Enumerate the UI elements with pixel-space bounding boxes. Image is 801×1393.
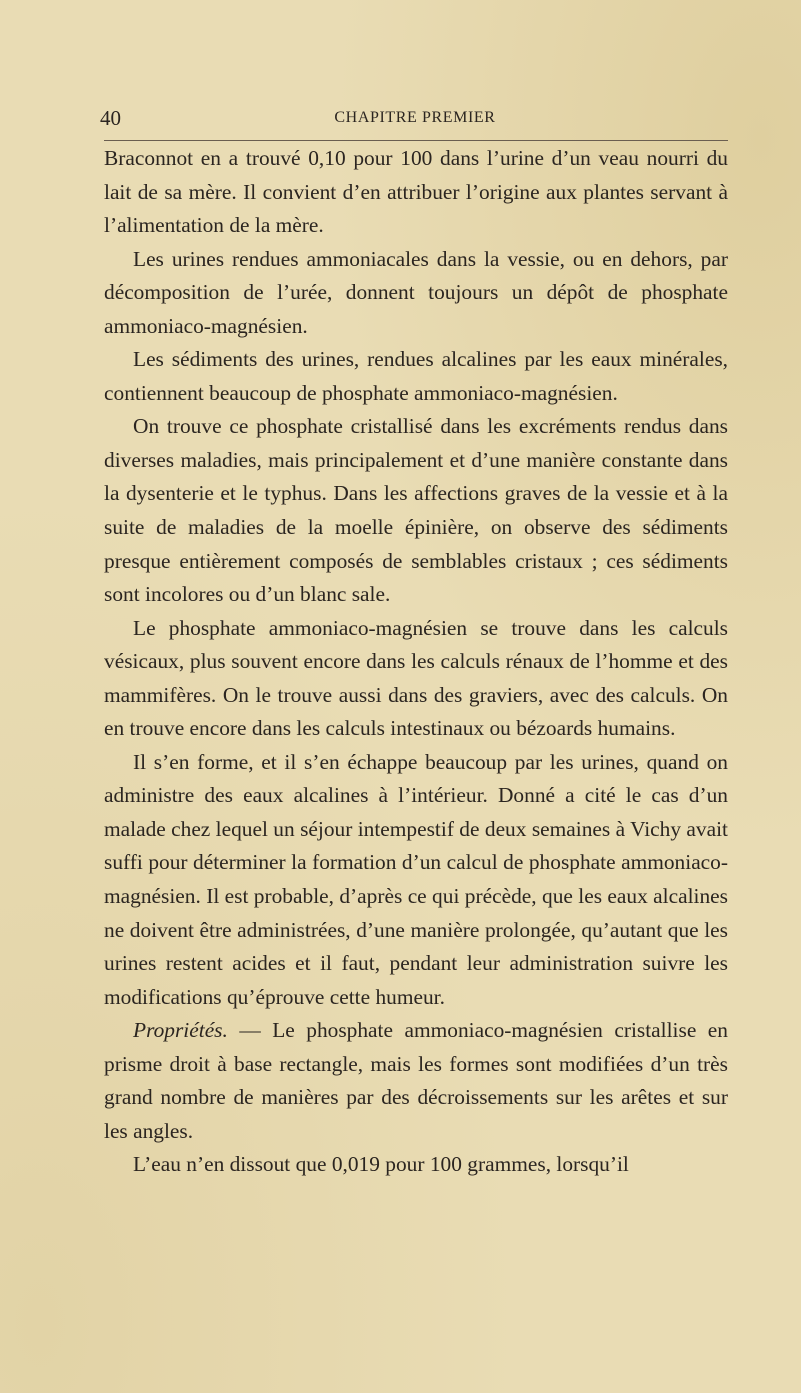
section-lead-properties: Propriétés. (133, 1018, 228, 1043)
page-number: 40 (100, 106, 121, 130)
paragraph-1: Braconnot en a trouvé 0,10 pour 100 dans l’urine d’un veau nourri du lait de sa mère. Il convient d’en attribuer l’origine aux plantes servant à l’alimentation de la mère. (104, 146, 728, 238)
page-header (100, 104, 730, 134)
paragraph-8: L’eau n’en dissout que 0,019 pour 100 grammes, lorsqu’il (133, 1152, 629, 1177)
body-text (104, 142, 728, 1182)
paragraph-7-text: — Le phosphate ammoniaco-magnésien cristallise en prisme droit à base rectangle, mais les formes sont modifiées d’un très grand nombre de manières par des décroissements sur les arêtes et sur les angles. (104, 1018, 728, 1143)
header-rule (104, 140, 728, 141)
paragraph-3: Les sédiments des urines, rendues alcalines par les eaux minérales, contiennent beaucoup de phosphate ammoniaco-magnésien. (104, 347, 728, 405)
paragraph-2: Les urines rendues ammoniacales dans la vessie, ou en dehors, par décomposition de l’urée, donnent toujours un dépôt de phosphate ammoniaco-magnésien. (104, 246, 728, 338)
paragraph-6: Il s’en forme, et il s’en échappe beaucoup par les urines, quand on administre des eaux alcalines à l’intérieur. Donné a cité le cas d’un malade chez lequel un séjour intempestif de deux semaines à Vichy avait suffi pour déterminer la formation d’un calcul de phosphate ammoniaco-magnésien. Il est probable, d’après ce qui précède, que les eaux alcalines ne doivent être administrées, d’une manière prolongée, qu’autant que les urines restent acides et il faut, pendant leur administration suivre les modifications qu’éprouve cette humeur. (104, 749, 728, 1009)
paragraph-4: On trouve ce phosphate cristallisé dans les excréments rendus dans diverses maladies, mais principalement et d’une manière constante dans la dysenterie et le typhus. Dans les affections graves de la vessie et à la suite de maladies de la moelle épinière, on observe des sédiments presque entièrement composés de semblables cristaux ; ces sédiments sont incolores ou d’un blanc sale. (104, 414, 728, 607)
paragraph-7 (104, 1014, 728, 1148)
paragraph-5: Le phosphate ammoniaco-magnésien se trouve dans les calculs vésicaux, plus souvent encore dans les calculs rénaux de l’homme et des mammifères. On le trouve aussi dans des graviers, avec des calculs. On en trouve encore dans les calculs intestinaux ou bézoards humains. (104, 615, 728, 741)
running-title: CHAPITRE PREMIER (334, 109, 496, 126)
